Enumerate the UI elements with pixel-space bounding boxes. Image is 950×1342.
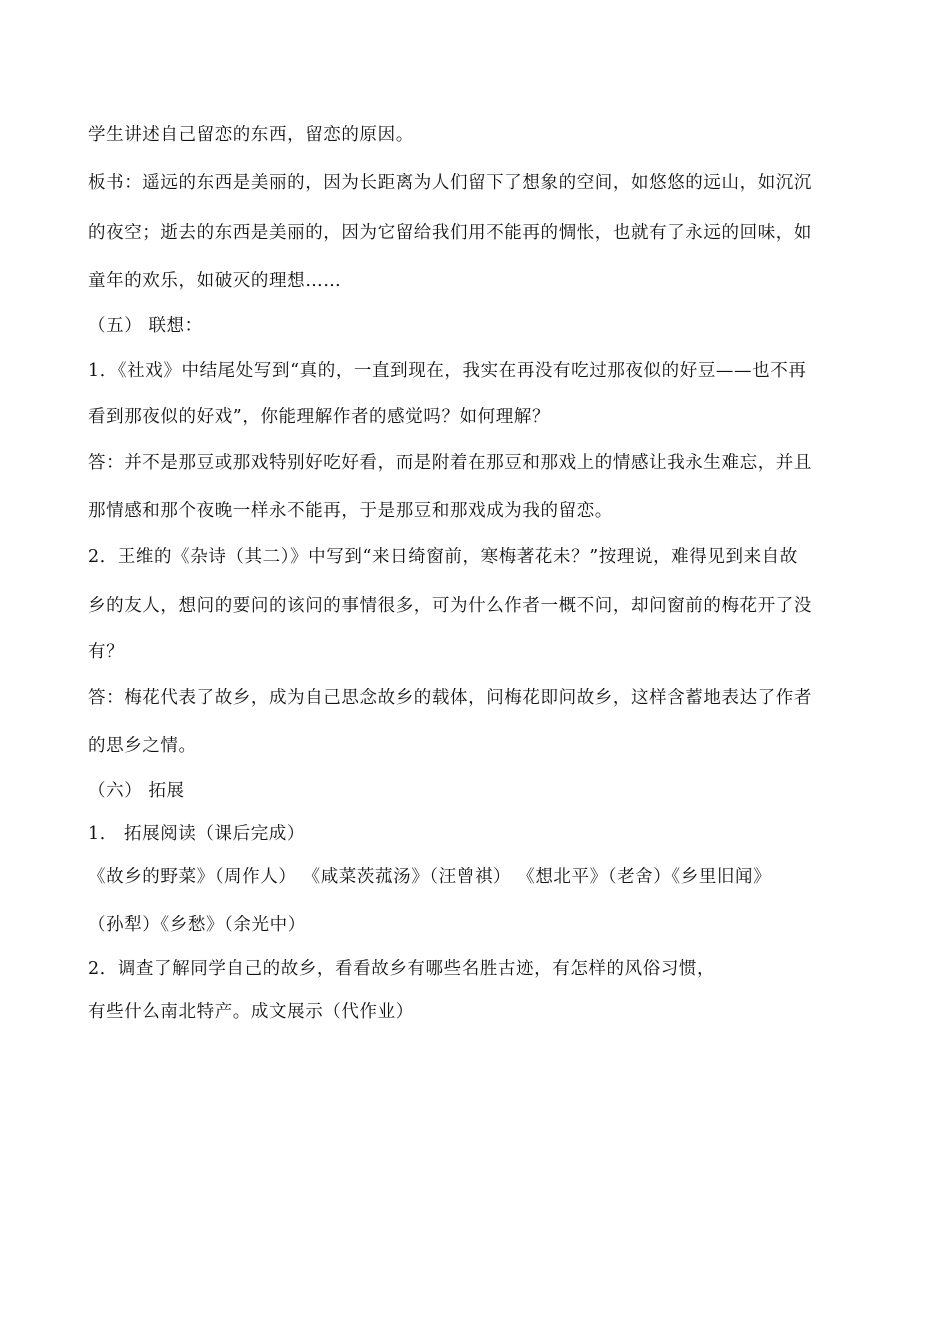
reading-list-line-1: 《故乡的野菜》（周作人） 《咸菜茨菰汤》（汪曾祺） 《想北平》（老舍）《乡里旧闻》 (88, 867, 772, 887)
section-heading-extension: （六） 拓展 (88, 781, 185, 801)
paragraph-blackboard-line-1: 板书：遥远的东西是美丽的，因为长距离为人们留下了想象的空间，如悠悠的远山，如沉沉 (88, 173, 812, 193)
section-heading-association: （五） 联想： (88, 316, 203, 336)
paragraph-student-recount: 学生讲述自己留恋的东西，留恋的原因。 (88, 125, 414, 145)
answer-1-line-1: 答：并不是那豆或那戏特别好吃好看，而是附着在那豆和那戏上的情感让我永生难忘，并且 (88, 453, 812, 473)
question-1-line-1: 1．《社戏》中结尾处写到“真的，一直到现在，我实在再没有吃过那夜似的好豆——也不再 (88, 361, 807, 381)
answer-2-line-1: 答：梅花代表了故乡，成为自己思念故乡的载体，问梅花即问故乡，这样含蓄地表达了作者 (88, 688, 812, 708)
extension-item-1-heading: 1． 拓展阅读（课后完成） (88, 824, 305, 844)
extension-item-2-line-2: 有些什么南北特产。成文展示（代作业） (88, 1002, 414, 1022)
question-2-line-2: 乡的友人，想问的要问的该问的事情很多，可为什么作者一概不问，却问窗前的梅花开了没 (88, 596, 812, 616)
reading-list-line-2: （孙犁）《乡愁》（余光中） (88, 915, 306, 935)
answer-1-line-2: 那情感和那个夜晚一样永不能再，于是那豆和那戏成为我的留恋。 (88, 501, 613, 521)
answer-2-line-2: 的思乡之情。 (88, 736, 197, 756)
question-2-line-3: 有？ (88, 642, 125, 662)
question-2-line-1: 2．王维的《杂诗（其二）》中写到“来日绮窗前，寒梅著花未？”按理说，难得见到来自故 (88, 547, 798, 567)
extension-item-2-line-1: 2．调查了解同学自己的故乡，看看故乡有哪些名胜古迹，有怎样的风俗习惯， (88, 959, 716, 979)
paragraph-blackboard-line-2: 的夜空；逝去的东西是美丽的，因为它留给我们用不能再的惆怅，也就有了永远的回味，如 (88, 223, 812, 243)
question-1-line-2: 看到那夜似的好戏”，你能理解作者的感觉吗？如何理解？ (88, 407, 551, 427)
paragraph-blackboard-line-3: 童年的欢乐，如破灭的理想…… (88, 271, 342, 291)
